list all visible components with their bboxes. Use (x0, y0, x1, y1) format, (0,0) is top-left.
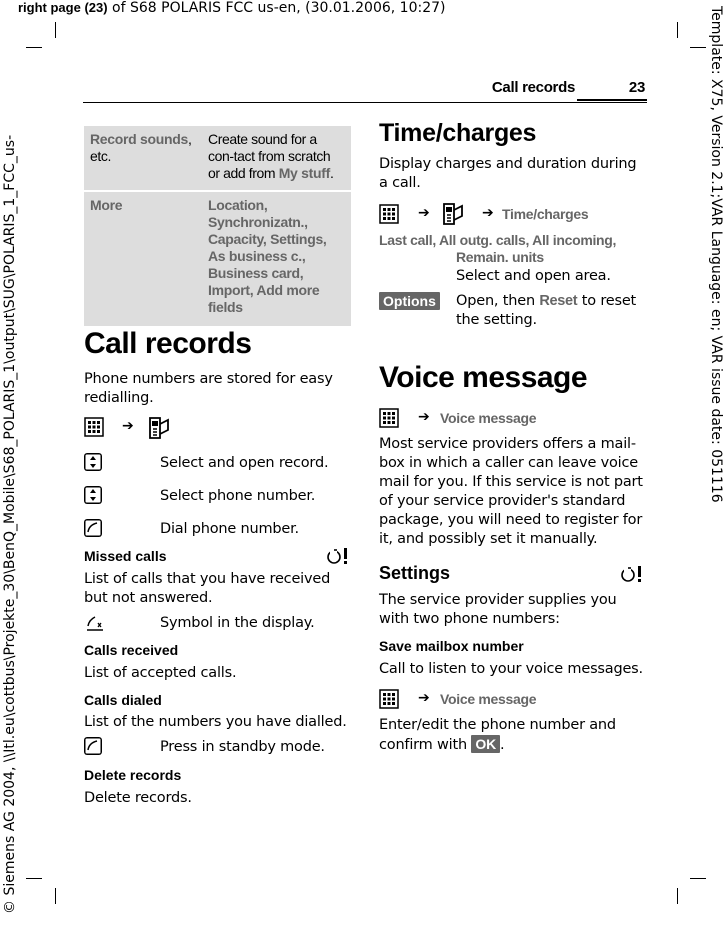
header-rule (83, 102, 647, 103)
missed-call-symbol-icon (84, 614, 106, 634)
step-text: Select and open record. (160, 455, 329, 471)
crop-mark (55, 888, 56, 904)
menu-key-icon (84, 417, 104, 437)
time-options-list-2: Remain. units (456, 249, 544, 265)
option-key: More (90, 197, 123, 213)
step-text: Dial phone number. (160, 521, 299, 537)
ok-softkey[interactable]: OK (471, 735, 500, 753)
enter-edit-text: Enter/edit the phone number and confirm with OK . (379, 717, 616, 753)
table-row: Record sounds, etc. Create sound for a con-tact from scratch or add from My stuff. (84, 126, 351, 192)
arrow-icon: ➔ (418, 690, 430, 706)
delete-records-text: Delete records. (84, 790, 192, 806)
step-text: Select phone number. (160, 488, 316, 504)
arrow-icon: ➔ (418, 205, 430, 221)
side-template-info: Template: X75, Version 2.1;VAR Language: en; VAR issue date: 051116 (708, 6, 724, 503)
open-reset-text-2: the setting. (456, 312, 537, 328)
side-copyright: © Siemens AG 2004, \\Itl.eu\cottbus\Projekte_30\BenQ_Mobile\S68_POLARIS_1\output\SUG\POLARIS_1_FCC_us- (2, 134, 18, 914)
option-description: Create sound for a con-tact from scratch or add from (208, 131, 331, 181)
voice-message-menu-path-2: Voice message (440, 691, 537, 707)
calls-dialed-heading: Calls dialed (84, 692, 162, 708)
running-head (83, 74, 647, 104)
menu-key-icon (379, 408, 399, 428)
nav-key-icon (84, 486, 102, 504)
missed-symbol-text: Symbol in the display. (160, 615, 315, 631)
menu-key-icon (379, 204, 399, 224)
heading-time-charges: Time/charges (379, 119, 537, 147)
heading-voice-message: Voice message (379, 361, 588, 394)
options-softkey[interactable]: Options (379, 292, 440, 310)
crop-mark (55, 22, 56, 38)
calls-dialed-text: List of the numbers you have dialled. (84, 714, 347, 730)
crop-mark (690, 878, 706, 879)
menu-key-icon (379, 689, 399, 709)
dialed-step-text: Press in standby mode. (160, 739, 325, 755)
network-service-icon (620, 564, 644, 584)
arrow-icon: ➔ (122, 418, 134, 434)
left-column (84, 126, 352, 326)
phone-menu-icon (144, 414, 172, 442)
document-header (18, 0, 445, 16)
call-records-intro: Phone numbers are stored for easy redialling. (84, 371, 333, 406)
crop-mark (690, 47, 706, 48)
delete-records-heading: Delete records (84, 767, 182, 783)
page-label: right page (23) (18, 0, 108, 15)
heading-call-records: Call records (84, 327, 252, 360)
crop-mark (26, 47, 42, 48)
crop-mark (26, 878, 42, 879)
save-mailbox-text: Call to listen to your voice messages. (379, 661, 643, 677)
time-charges-menu-path: Time/charges (502, 206, 589, 222)
time-options-list: Last call, All outg. calls, All incoming, (379, 232, 617, 248)
voice-message-intro: Most service providers offers a mail-box in which a caller can leave voice mail for you. If this service is not part of your service provider's standard package, you will need to register for it, and possibly set it manually. (379, 436, 643, 547)
page-number: 23 (628, 79, 645, 96)
settings-text: The service provider supplies you with two phone numbers: (379, 592, 617, 627)
settings-heading: Settings (379, 563, 451, 583)
calls-received-text: List of accepted calls. (84, 665, 237, 681)
missed-calls-heading: Missed calls (84, 548, 167, 564)
open-reset-text: Open, then Reset to reset (456, 293, 637, 309)
missed-calls-text: List of calls that you have received but not answered. (84, 571, 331, 606)
table-row (84, 192, 351, 326)
arrow-icon: ➔ (418, 409, 430, 425)
running-head-title: Call records (491, 79, 575, 96)
calls-received-heading: Calls received (84, 642, 179, 658)
call-key-icon (84, 519, 102, 537)
network-service-icon (326, 546, 350, 566)
nav-key-icon (84, 453, 102, 471)
page-number-rule (577, 99, 647, 101)
phone-menu-icon (438, 200, 466, 228)
time-select-text: Select and open area. (456, 268, 611, 284)
crop-mark (677, 888, 678, 904)
time-charges-intro: Display charges and duration during a call. (379, 156, 637, 191)
crop-mark (677, 22, 678, 38)
voice-message-menu-path: Voice message (440, 410, 537, 426)
file-info: of S68 POLARIS FCC us-en, (30.01.2006, 10:27) (107, 0, 446, 16)
call-key-icon (84, 737, 102, 755)
option-list: Location, Synchronizatn., Capacity, Settings, As business c., Business card, Import, Add more fields (208, 197, 327, 315)
arrow-icon: ➔ (482, 205, 494, 221)
option-key: Record sounds (90, 131, 189, 147)
save-mailbox-heading: Save mailbox number (379, 638, 524, 654)
options-table (84, 126, 351, 326)
